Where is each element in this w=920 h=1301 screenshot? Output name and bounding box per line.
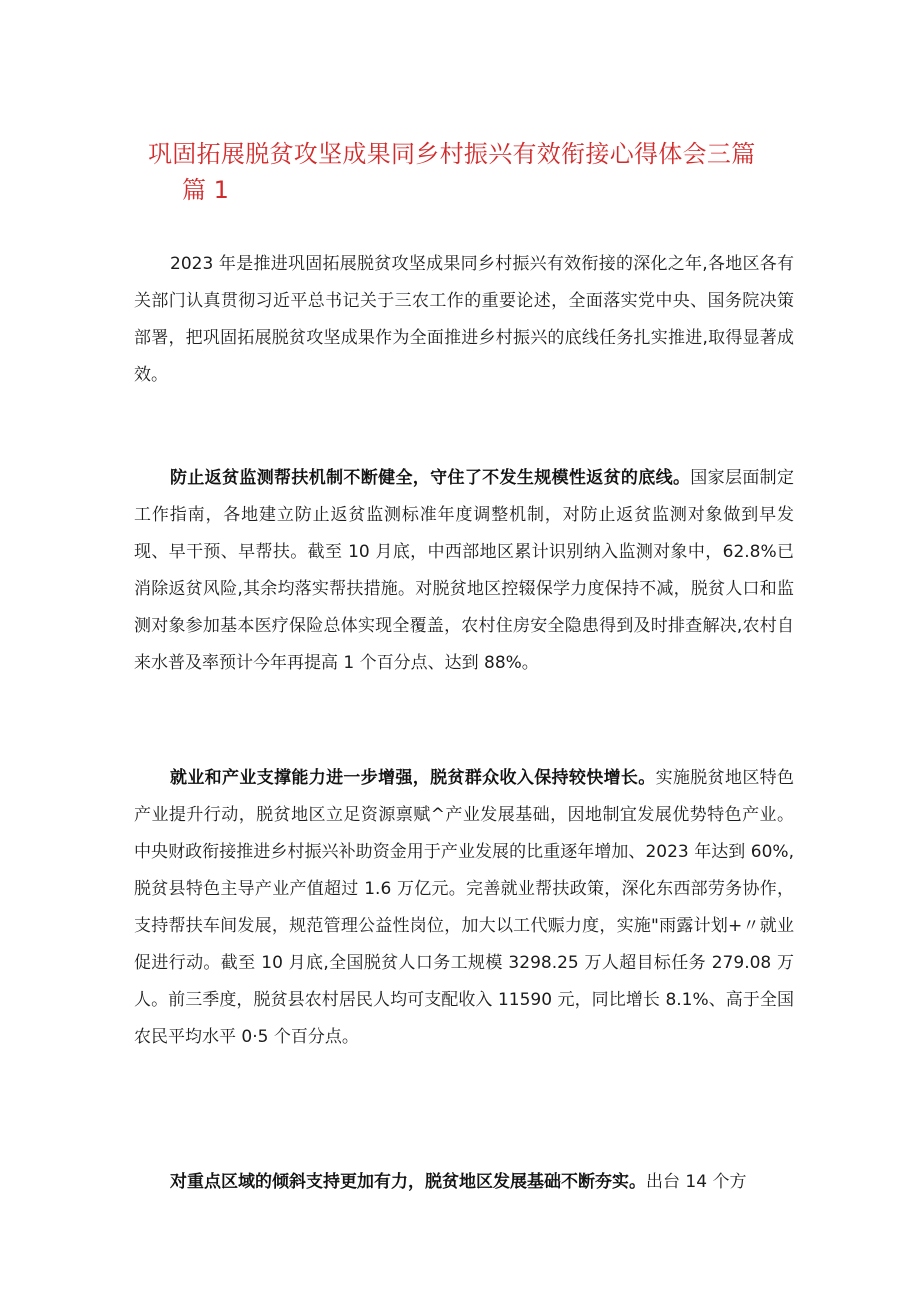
paragraph-intro xyxy=(134,246,794,394)
paragraph-lead: 就业和产业支撑能力进一步增强，脱贫群众收入保持较快增长。 xyxy=(170,768,656,788)
paragraph-regions xyxy=(134,1164,794,1201)
paragraph-text: 国家层面制定工作指南，各地建立防止返贫监测标准年度调整机制，对防止返贫监测对象做到早发现、早干预、早帮扶。截至 10 月底，中西部地区累计识别纳入监测对象中，62.8%已消除返贫风险,其余均落实帮扶措施。对脱贫地区控辍保学力度保持不减，脱贫人口和监测对象参加基本医疗保险总体实现全覆盖，农村住房安全隐患得到及时排查解决,农村自来水普及率预计今年再提高 1 个百分点、达到 88%。 xyxy=(134,468,795,673)
paragraph-employment xyxy=(134,760,794,1056)
paragraph-monitoring xyxy=(134,460,794,682)
paragraph-text: 实施脱贫地区特色产业提升行动，脱贫地区立足资源禀赋^产业发展基础，因地制宜发展优势特色产业。中央财政衔接推进乡村振兴补助资金用于产业发展的比重逐年增加、2023 年达到 60%,脱贫县特色主导产业产值超过 1.6 万亿元。完善就业帮扶政策，深化东西部劳务协作，支持帮扶车间发展，规范管理公益性岗位，加大以工代赈力度，实施"雨露计划+〃就业促进行动。截至 10 月底,全国脱贫人口务工规模 3298.25 万人超目标任务 279.08 万人。前三季度，脱贫县农村居民人均可支配收入 11590 元，同比增长 8.1%、高于全国农民平均水平 0·5 个百分点。 xyxy=(134,768,795,1047)
paragraph-text: 出台 14 个方 xyxy=(646,1172,747,1192)
document-title: 巩固拓展脱贫攻坚成果同乡村振兴有效衔接心得体会三篇 xyxy=(148,140,756,168)
document-subtitle: 篇 1 xyxy=(182,176,229,204)
paragraph-lead: 对重点区域的倾斜支持更加有力，脱贫地区发展基础不断夯实。 xyxy=(170,1172,646,1192)
paragraph-lead: 防止返贫监测帮扶机制不断健全，守住了不发生规模性返贫的底线。 xyxy=(170,468,691,488)
paragraph-text: 2023 年是推进巩固拓展脱贫攻坚成果同乡村振兴有效衔接的深化之年,各地区各有关部门认真贯彻习近平总书记关于三农工作的重要论述，全面落实党中央、国务院决策部署，把巩固拓展脱贫攻坚成果作为全面推进乡村振兴的底线任务扎实推进,取得显著成效。 xyxy=(134,254,794,385)
